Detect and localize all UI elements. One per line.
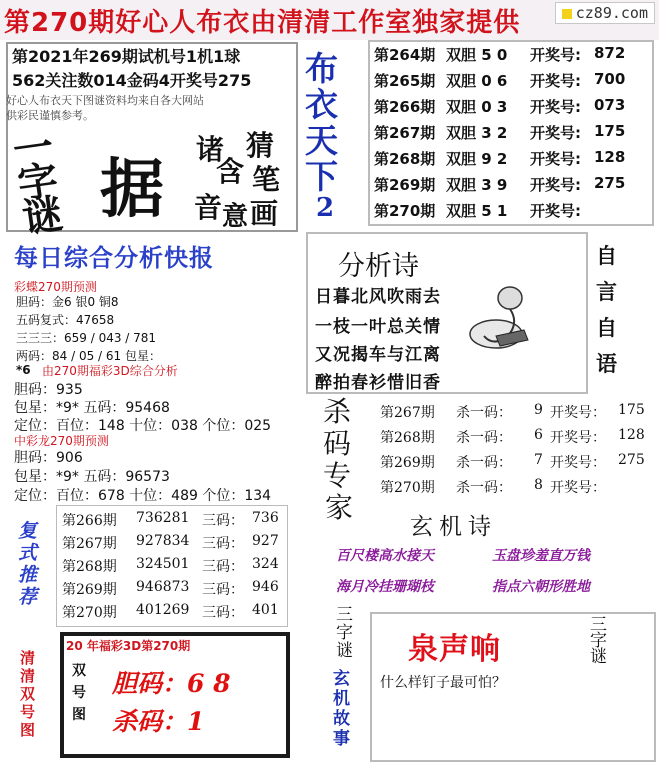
issue-prize: 275 (594, 174, 626, 192)
dan-code-label: 胆码：6 8 (112, 669, 231, 698)
kill-side-2: 码 (323, 427, 352, 460)
issue-prize-label: 开奖号: (530, 150, 581, 168)
kill-period: 第270期 (380, 480, 435, 496)
poem-line-3: 又况揭车与江离 (315, 345, 441, 365)
zcl-line-1: 胆码：906 (14, 450, 83, 466)
poem-line-2: 一枝一叶总关情 (315, 317, 441, 337)
issue-prize-label: 开奖号: (530, 176, 581, 194)
riddle-char-zhu: 诸 (196, 133, 225, 166)
zyz-char-2: 言 (596, 279, 617, 304)
kill-label: 杀一码： (456, 430, 512, 446)
double-side-1: 双 (72, 663, 86, 679)
zyz-char-1: 自 (596, 243, 617, 268)
kill-number: 9 (534, 402, 543, 418)
zcl-line-3: 定位：百位：678 十位：489 个位：134 (14, 488, 272, 504)
mystery-poem-title: 玄机诗 (410, 514, 497, 540)
compound-period: 第270期 (62, 605, 117, 621)
mystery-poem-line-2: 玉盘珍羞直万钱 (492, 548, 590, 564)
kill-number: 8 (534, 477, 543, 493)
mystery-poem-line-3: 海月冷挂珊瑚枝 (336, 579, 434, 595)
sanzi-left-3: 谜 (336, 641, 353, 661)
issue-period: 第266期 (374, 98, 436, 116)
butterfly-forecast-title: 彩蝶270期预测 (14, 280, 97, 294)
attention-number-line: 562关注数014金码4开奖号275 (12, 71, 252, 90)
riddle-char-yi: 意 (222, 202, 249, 232)
issue-prize: 700 (594, 70, 626, 88)
brand-char-yi: 衣 (305, 85, 338, 124)
disclaimer-line-1: 好心人布衣天下图谜资料均来自各大网站 (6, 94, 204, 107)
kill-label: 杀一码： (456, 405, 512, 421)
kill-side-4: 家 (325, 491, 354, 524)
qing-side-4: 号 (20, 703, 36, 721)
compound-san-label: 三码： (202, 559, 244, 575)
page-title: 第270期好心人布衣由清清工作室独家提供 (4, 8, 521, 38)
compound-san-label: 三码： (202, 582, 244, 598)
sanzi-right-2: 字 (590, 631, 607, 651)
qing-side-5: 图 (20, 721, 36, 739)
kill-code-label: 杀码：1 (112, 707, 205, 736)
fc3d-line-3: 定位：百位：148 十位：038 个位：025 (14, 418, 272, 434)
compound-san-value: 927 (252, 533, 279, 549)
butterfly-line-2: 五码复式：47658 (16, 313, 115, 327)
issue-prize-label: 开奖号: (530, 202, 581, 220)
sanzi-left-2: 字 (336, 623, 353, 643)
poem-line-4: 醉拍春衫惜旧香 (315, 373, 441, 393)
riddle-char-cai: 猜 (246, 129, 275, 162)
butterfly-line-1: 胆码：金6 银0 铜8 (16, 295, 119, 309)
zyz-char-4: 语 (596, 351, 617, 376)
qing-side-1: 清 (20, 649, 36, 667)
issue-dan: 双胆 5 1 (446, 202, 508, 220)
riddle-char-yin: 音 (194, 191, 223, 224)
issue-period: 第270期 (374, 202, 436, 220)
compound-numbers: 324501 (136, 556, 190, 572)
qing-side-2: 清 (20, 667, 36, 685)
compound-san-value: 736 (252, 510, 279, 526)
compound-side-4: 荐 (18, 586, 38, 608)
site-watermark (555, 2, 655, 24)
kill-prize: 275 (618, 452, 645, 468)
issue-dan: 双胆 0 6 (446, 72, 508, 90)
poem-line-1: 日暮北风吹雨去 (315, 287, 441, 307)
compound-san-label: 三码： (202, 605, 244, 621)
riddle-char-bi: 笔 (252, 163, 281, 196)
compound-period: 第267期 (62, 536, 117, 552)
butterfly-line-4: 两码：84 / 05 / 61 包星： (16, 349, 161, 363)
thinking-man-illustration (466, 276, 538, 356)
mystery-poem-line-4: 指点六朝形胜地 (492, 579, 590, 595)
compound-numbers: 927834 (136, 533, 190, 549)
compound-san-label: 三码： (202, 513, 244, 529)
compound-side-2: 式 (18, 542, 38, 564)
issue-prize-label: 开奖号: (530, 46, 581, 64)
compound-period: 第266期 (62, 513, 117, 529)
compound-side-3: 推 (18, 564, 38, 586)
mystery-story-side-3: 故 (333, 709, 350, 729)
compound-san-value: 324 (252, 556, 279, 572)
issue-dan: 双胆 9 2 (446, 150, 508, 168)
zyz-char-3: 自 (596, 315, 617, 340)
zcl-forecast-title: 中彩龙270期预测 (14, 434, 109, 448)
mystery-poem-line-1: 百尺楼高水接天 (336, 548, 434, 564)
double-side-2: 号 (72, 685, 86, 701)
kill-prize: 128 (618, 427, 645, 443)
brand-number: 2 (316, 193, 335, 223)
kill-side-3: 专 (323, 459, 352, 492)
compound-san-value: 946 (252, 579, 279, 595)
butterfly-line-3: 三三三：659 / 043 / 781 (16, 331, 157, 345)
issue-prize: 128 (594, 148, 626, 166)
fc3d-analysis-title: 由270期福彩3D综合分析 (42, 364, 178, 378)
compound-numbers: 401269 (136, 602, 190, 618)
issue-period: 第264期 (374, 46, 436, 64)
issue-period: 第267期 (374, 124, 436, 142)
kill-side-1: 杀 (323, 395, 352, 428)
mystery-story-side-2: 机 (333, 689, 350, 709)
poem-title: 分析诗 (338, 251, 419, 282)
daily-analysis-title: 每日综合分析快报 (14, 244, 214, 272)
fc3d-line-1: 胆码：935 (14, 382, 83, 398)
sanzi-left-1: 三 (336, 605, 353, 625)
issue-prize: 073 (594, 96, 626, 114)
issue-prize-label: 开奖号: (530, 72, 581, 90)
issue-dan: 双胆 0 3 (446, 98, 508, 116)
watermark-text: cz89.com (575, 4, 648, 22)
riddle-question: 什么样钉子最可怕？ (380, 675, 506, 691)
kill-period: 第268期 (380, 430, 435, 446)
riddle-big-character: 据 (100, 152, 164, 227)
brand-char-tian: 天 (305, 121, 338, 160)
riddle-char-hua: 画 (250, 197, 279, 230)
kill-prize-label: 开奖号： (550, 455, 606, 471)
compound-san-value: 401 (252, 602, 279, 618)
kill-label: 杀一码： (456, 455, 512, 471)
disclaimer-line-2: 供彩民谨慎参考。 (6, 109, 94, 122)
riddle-char-han: 含 (216, 155, 245, 188)
issue-period: 第268期 (374, 150, 436, 168)
kill-prize-label: 开奖号： (550, 405, 606, 421)
trial-number-line: 第2021年269期试机号1机1球 (12, 47, 241, 66)
kill-prize: 175 (618, 402, 645, 418)
mystery-story-side-1: 玄 (333, 669, 350, 689)
brand-char-xia: 下 (305, 157, 338, 196)
header-bar (0, 0, 659, 40)
issue-period: 第265期 (374, 72, 436, 90)
kill-number: 6 (534, 427, 543, 443)
compound-period: 第268期 (62, 559, 117, 575)
compound-side-1: 复 (18, 520, 38, 542)
kill-period: 第269期 (380, 455, 435, 471)
kill-period: 第267期 (380, 405, 435, 421)
double-side-3: 图 (72, 707, 86, 723)
issue-prize-label: 开奖号: (530, 98, 581, 116)
fc3d-line-2: 包星：*9* 五码：95468 (14, 400, 170, 416)
compound-period: 第269期 (62, 582, 117, 598)
compound-numbers: 736281 (136, 510, 190, 526)
zcl-line-2: 包星：*9* 五码：96573 (14, 469, 170, 485)
mystery-story-side-4: 事 (333, 729, 350, 749)
brand-char-bu: 布 (305, 49, 338, 88)
sanzi-right-1: 三 (590, 615, 607, 635)
spring-sound-title: 泉声响 (408, 632, 501, 667)
qing-side-3: 双 (20, 685, 36, 703)
compound-numbers: 946873 (136, 579, 190, 595)
sanzi-right-3: 谜 (590, 647, 607, 667)
issue-prize: 872 (594, 44, 626, 62)
issue-prize: 175 (594, 122, 626, 140)
issue-dan: 双胆 3 9 (446, 176, 508, 194)
compound-san-label: 三码： (202, 536, 244, 552)
issue-dan: 双胆 5 0 (446, 46, 508, 64)
issue-dan: 双胆 3 2 (446, 124, 508, 142)
kill-prize-label: 开奖号： (550, 480, 606, 496)
kill-number: 7 (534, 452, 543, 468)
double-number-title: 20 年福彩3D第270期 (66, 639, 191, 653)
kill-label: 杀一码： (456, 480, 512, 496)
one-word-riddle-text: 一字谜 (10, 122, 66, 243)
butterfly-line-5: *6 (16, 363, 31, 377)
kill-prize-label: 开奖号： (550, 430, 606, 446)
issue-prize-label: 开奖号: (530, 124, 581, 142)
logo-square-icon (562, 9, 572, 19)
issue-period: 第269期 (374, 176, 436, 194)
